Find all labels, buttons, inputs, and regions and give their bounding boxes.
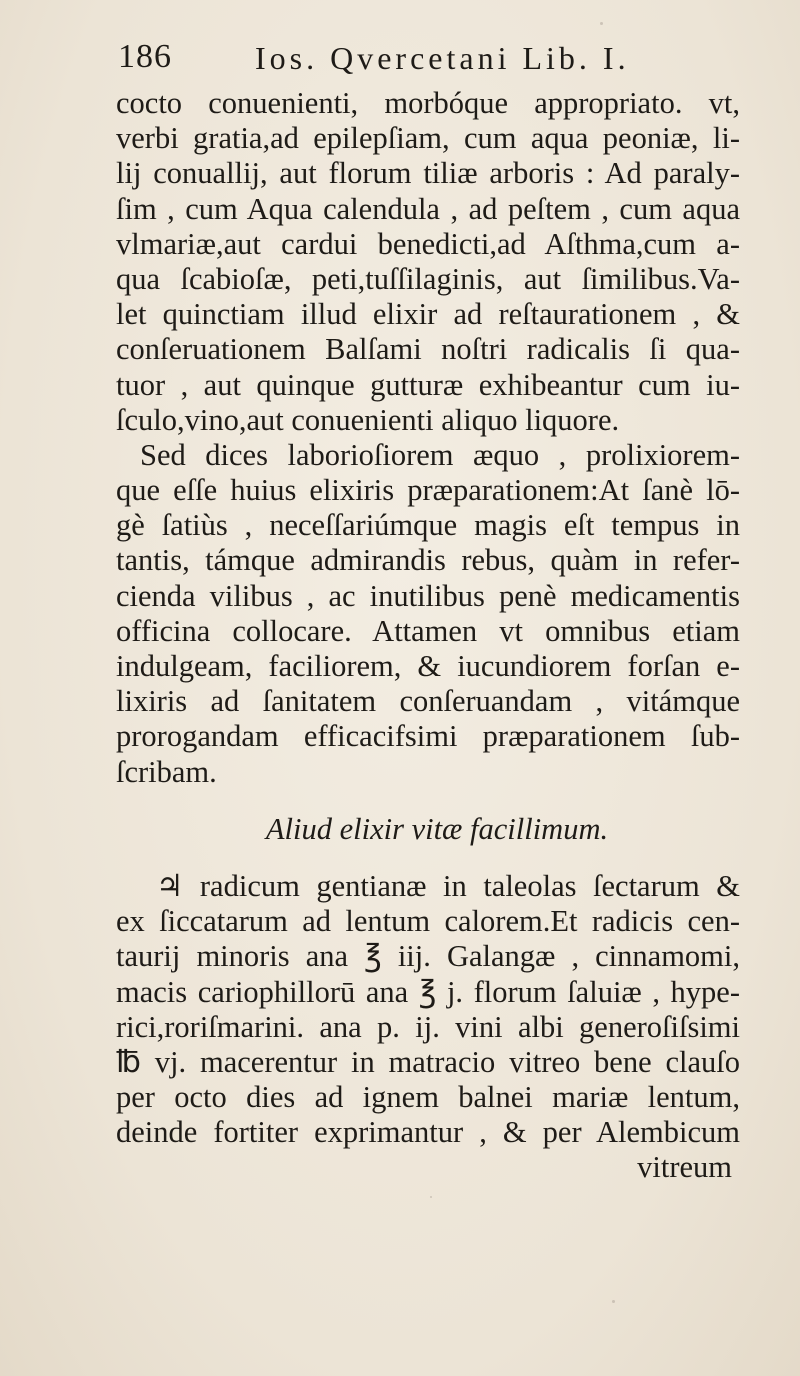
text-line: lixiris ad ſanitatem conſeruandam , vitámque: [116, 684, 740, 719]
paragraph-2: [116, 438, 740, 790]
text-line: conſeruationem Balſami noſtri radicalis ſi qua-: [116, 332, 740, 367]
text-line: rici,roriſmarini. ana p. ij. vini albi generoſiſsimi: [116, 1009, 740, 1044]
text-line: cocto conuenienti, morbóque appropriato. vt,: [116, 86, 740, 120]
paper-speck: [612, 1300, 615, 1303]
text-line: ♃ radicum gentianæ in taleolas ſectarum &: [156, 868, 740, 903]
text-line: ſim , cum Aqua calendula , ad peſtem , cum aqua: [116, 191, 740, 226]
text-line: vlmariæ,aut cardui benedicti,ad Aſthma,cum a-: [116, 226, 740, 261]
text-line: gè ſatiùs , neceſſariúmque magis eſt tempus in: [116, 508, 740, 543]
text-line: prorogandam efficacifsimi præparationem ſub-: [116, 719, 740, 754]
catchword: vitreum: [637, 1150, 732, 1185]
text-line: Sed dices laborioſiorem æquo , prolixiorem-: [140, 437, 740, 472]
text-line: tantis, támque admirandis rebus, quàm in refer-: [116, 543, 740, 578]
text-line: indulgeam, faciliorem, & iucundiorem forſan e-: [116, 649, 740, 683]
text-line: taurij minoris ana ℥ iij. Galangæ , cinnamomi,: [116, 939, 740, 974]
paper-speck: [600, 22, 603, 25]
running-head: Ios. Qvercetani Lib. I.: [255, 40, 630, 76]
text-line: tuor , aut quinque gutturæ exhibeantur cum iu-: [116, 367, 740, 402]
text-line: per octo dies ad ignem balnei mariæ lentum,: [116, 1080, 740, 1115]
page-header: [118, 38, 718, 84]
text-line: ſculo,vino,aut conuenienti aliquo liquore.: [116, 402, 620, 437]
page-number: 186: [118, 38, 172, 75]
text-line: ſcribam.: [116, 754, 217, 789]
text-line: macis cariophillorū ana ℥ j. florum ſaluiæ , hype-: [116, 974, 740, 1009]
text-line: ex ſiccatarum ad lentum calorem.Et radicis cen-: [116, 904, 740, 939]
text-line: lij conuallij, aut florum tiliæ arboris : Ad paraly-: [116, 156, 740, 191]
text-line: que eſſe huius elixiris præparationem:At ſanè lō-: [116, 473, 740, 508]
body-text: [116, 86, 740, 1186]
paragraph-1: [116, 86, 740, 438]
text-line: officina collocare. Attamen vt omnibus etiam: [116, 613, 740, 648]
text-line: let quinctiam illud elixir ad reſtaurationem , &: [116, 297, 740, 332]
text-line: cienda vilibus , ac inutilibus penè medicamentis: [116, 578, 740, 613]
text-line: verbi gratia,ad epilepſiam, cum aqua peoniæ, li-: [116, 121, 740, 156]
text-line: qua ſcabioſæ, peti,tuſſilaginis, aut ſimilibus.Va-: [116, 261, 740, 296]
section-heading: Aliud elixir vitæ facillimum.: [265, 811, 609, 846]
text-line: deinde fortiter exprimantur , & per Alembicum: [116, 1115, 740, 1150]
paper-speck: [430, 1196, 432, 1198]
text-line: ℔ vj. macerentur in matracio vitreo bene clauſo: [116, 1044, 740, 1079]
paragraph-3: [116, 869, 740, 1151]
